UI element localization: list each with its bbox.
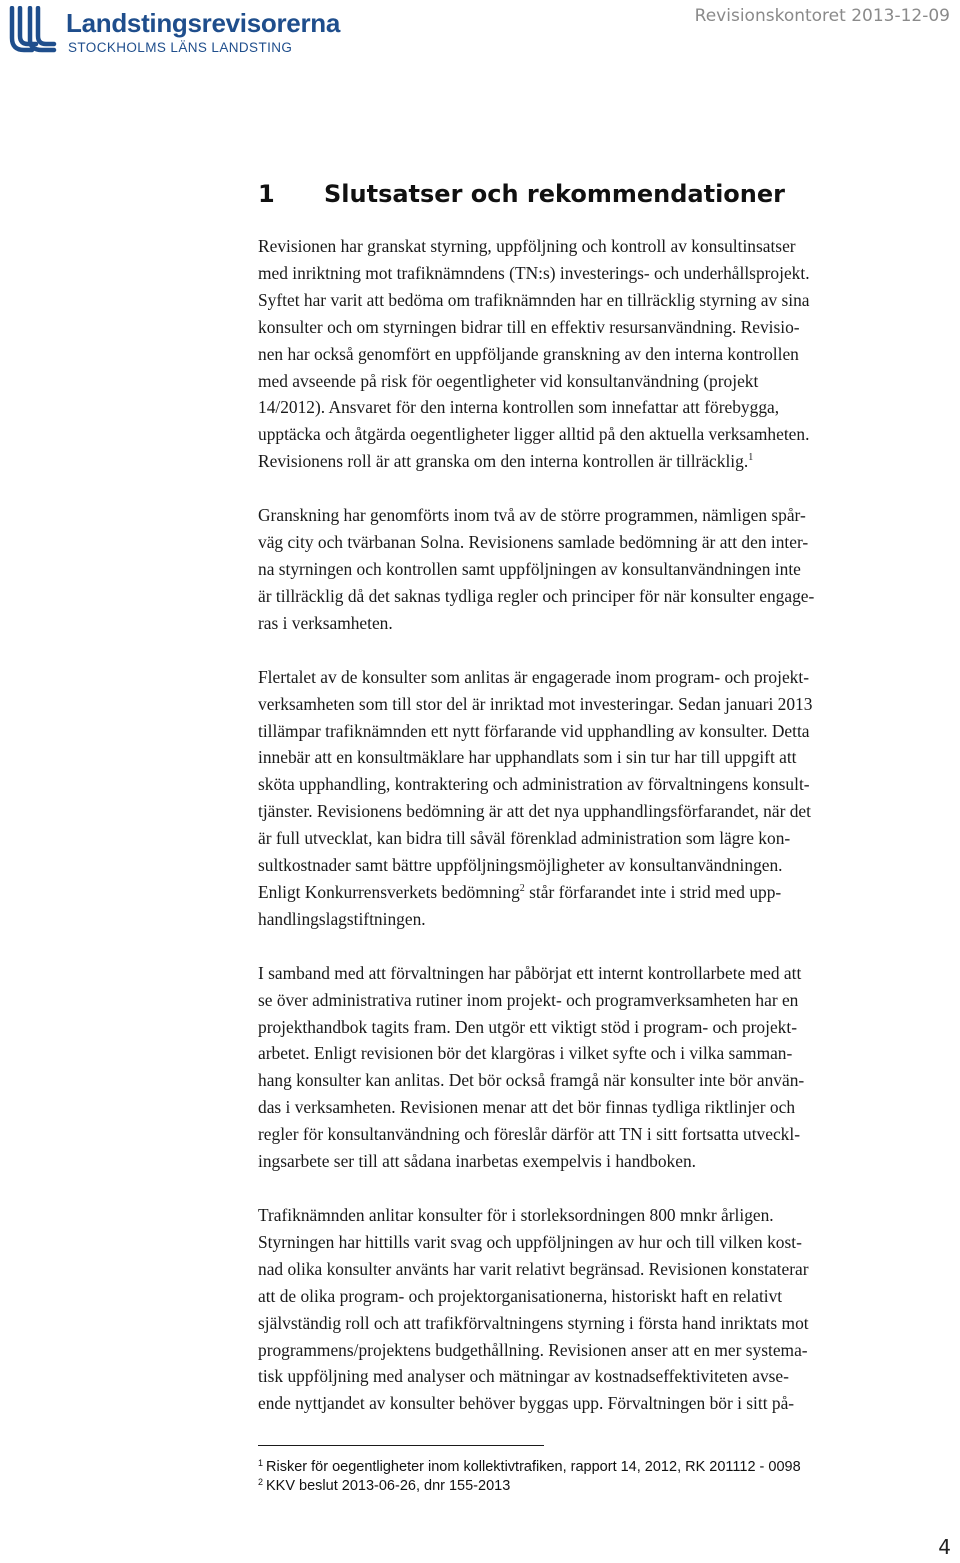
footnote-2	[258, 1477, 801, 1496]
text-line: Granskning har genomförts inom två av de större programmen, nämligen spår-	[258, 505, 806, 526]
text-line: att de olika program- och projektorganisationerna, historiskt haft en relativt	[258, 1285, 783, 1306]
landstingsrevisorerna-logo-icon	[6, 6, 58, 54]
text-line: sköta upphandling, kontraktering och administration av förvaltningens konsult-	[258, 774, 810, 795]
page-number: 4	[938, 1535, 951, 1559]
text-line: upptäcka och åtgärda oegentligheter ligger alltid på den aktuella verksamheten.	[258, 424, 810, 445]
text-line: ingsarbete ser till att sådana inarbetas exempelvis i handboken.	[258, 1151, 697, 1172]
text-line: nad olika konsulter använts har varit relativt begränsad. Revisionen konstaterar	[258, 1258, 809, 1279]
text-line: konsulter och om styrningen bidrar till en effektiv resursanvändning. Revisio-	[258, 316, 800, 337]
text-line: tisk uppföljning med analyser och mätningar av kostnadseffektiviteten avse-	[258, 1366, 789, 1387]
footnote-marker: 2	[258, 1477, 264, 1487]
section-number: 1	[258, 180, 275, 208]
text-line: ras i verksamheten.	[258, 612, 393, 633]
text-line: Syftet har varit att bedöma om trafiknämnden har en tillräcklig styrning av sina	[258, 289, 810, 310]
footnote-marker: 1	[258, 1458, 264, 1468]
text-line	[258, 448, 958, 475]
text-line: ende nyttjandet av konsulter behöver byggas upp. Förvaltningen bör i sitt på-	[258, 1393, 795, 1414]
text-line: arbetet. Enligt revisionen bör det klargöras i vilket syfte och i vilka samman-	[258, 1043, 793, 1064]
paragraph-5	[258, 1202, 958, 1417]
footnote-reference[interactable]: 2	[519, 882, 525, 894]
text-line: regler för konsultanvändning och föreslår därför att TN i sitt fortsatta utveckl-	[258, 1124, 800, 1145]
org-name: Landstingsrevisorerna	[66, 8, 341, 38]
text-line: 14/2012). Ansvaret för den interna kontrollen som innefattar att förebygga,	[258, 397, 780, 418]
text-line: verksamheten som till stor del är inriktad mot investeringar. Sedan januari 2013	[258, 693, 813, 714]
text-line: Revisionen har granskat styrning, uppföljning och kontroll av konsultinsatser	[258, 236, 796, 256]
document-info: Revisionskontoret 2013-12-09	[694, 6, 950, 26]
text-line: väg city och tvärbanan Solna. Revisionens samlade bedömning är att den inter-	[258, 532, 809, 553]
text-line: programmens/projektens budgethållning. Revisionen anser att en mer systema-	[258, 1339, 808, 1360]
footnote-text: KKV beslut 2013-06-26, dnr 155-2013	[266, 1478, 511, 1494]
text-line: innebär att en konsultmäklare har upphandlats som i sin tur har till uppgift att	[258, 747, 797, 768]
text-line-content: Revisionens roll är att granska om den interna kontrollen är tillräcklig.	[258, 451, 749, 472]
section-title: Slutsatser och rekommendationer	[324, 180, 785, 208]
text-line: handlingslagstiftningen.	[258, 908, 426, 929]
text-line: självständig roll och att trafikförvaltningens styrning i första hand inriktats mot	[258, 1312, 809, 1333]
paragraph-2	[258, 502, 958, 637]
org-subtitle: STOCKHOLMS LÄNS LANDSTING	[68, 40, 293, 55]
text-line: med avseende på risk för oegentligheter vid konsultanvändning (projekt	[258, 370, 759, 391]
paragraph-4	[258, 960, 958, 1175]
text-line: är full utvecklat, kan bidra till såväl förenklad administration som lägre kon-	[258, 828, 791, 849]
text-line: med inriktning mot trafiknämndens (TN:s) investerings- och underhållsprojekt.	[258, 262, 810, 283]
section-heading	[258, 180, 785, 208]
organization-logo	[6, 6, 366, 56]
paragraph-3	[258, 664, 958, 933]
text-line: Styrningen har hittills varit svag och uppföljningen av hur och till vilken kost-	[258, 1231, 802, 1252]
text-line: se över administrativa rutiner inom projekt- och programverksamheten har en	[258, 989, 799, 1010]
text-line: na styrningen och kontrollen samt uppföljningen av konsultanvändningen inte	[258, 558, 801, 579]
footnote-text: Risker för oegentligheter inom kollektivtrafiken, rapport 14, 2012, RK 201112 - 0098	[266, 1459, 801, 1475]
footnote-1	[258, 1458, 801, 1477]
text-line: tillämpar trafiknämnden ett nytt förfarande vid upphandling av konsulter. Detta	[258, 720, 810, 741]
text-line	[258, 879, 958, 906]
text-line: sultkostnader samt bättre uppföljningsmöjligheter av konsultanvändningen.	[258, 855, 783, 876]
text-line: projekthandbok tagits fram. Den utgör ett viktigt stöd i program- och projekt-	[258, 1016, 797, 1037]
text-line-content: Enligt Konkurrensverkets bedömning	[258, 881, 520, 902]
text-line: I samband med att förvaltningen har påbörjat ett internt kontrollarbete med att	[258, 962, 802, 983]
text-line: är tillräcklig då det saknas tydliga regler och principer för när konsulter engage-	[258, 585, 815, 606]
text-line: tjänster. Revisionens bedömning är att det nya upphandlingsförfarandet, när det	[258, 801, 811, 822]
text-line: nen har också genomfört en uppföljande granskning av den interna kontrollen	[258, 343, 799, 364]
footnote-reference[interactable]: 1	[748, 452, 754, 464]
text-line: Flertalet av de konsulter som anlitas är engagerade inom program- och projekt-	[258, 666, 809, 687]
text-line: das i verksamheten. Revisionen menar att det bör finnas tydliga riktlinjer och	[258, 1097, 796, 1118]
text-line: hang konsulter kan anlitas. Det bör också framgå när konsulter inte bör använ-	[258, 1070, 805, 1091]
text-line: Trafiknämnden anlitar konsulter för i storleksordningen 800 mnkr årligen.	[258, 1205, 774, 1225]
document-body	[258, 233, 958, 1444]
footnote-divider	[258, 1445, 544, 1446]
text-line-content: står förfarandet inte i strid med upp-	[524, 881, 782, 902]
paragraph-1	[258, 233, 958, 475]
footnotes	[258, 1458, 801, 1496]
